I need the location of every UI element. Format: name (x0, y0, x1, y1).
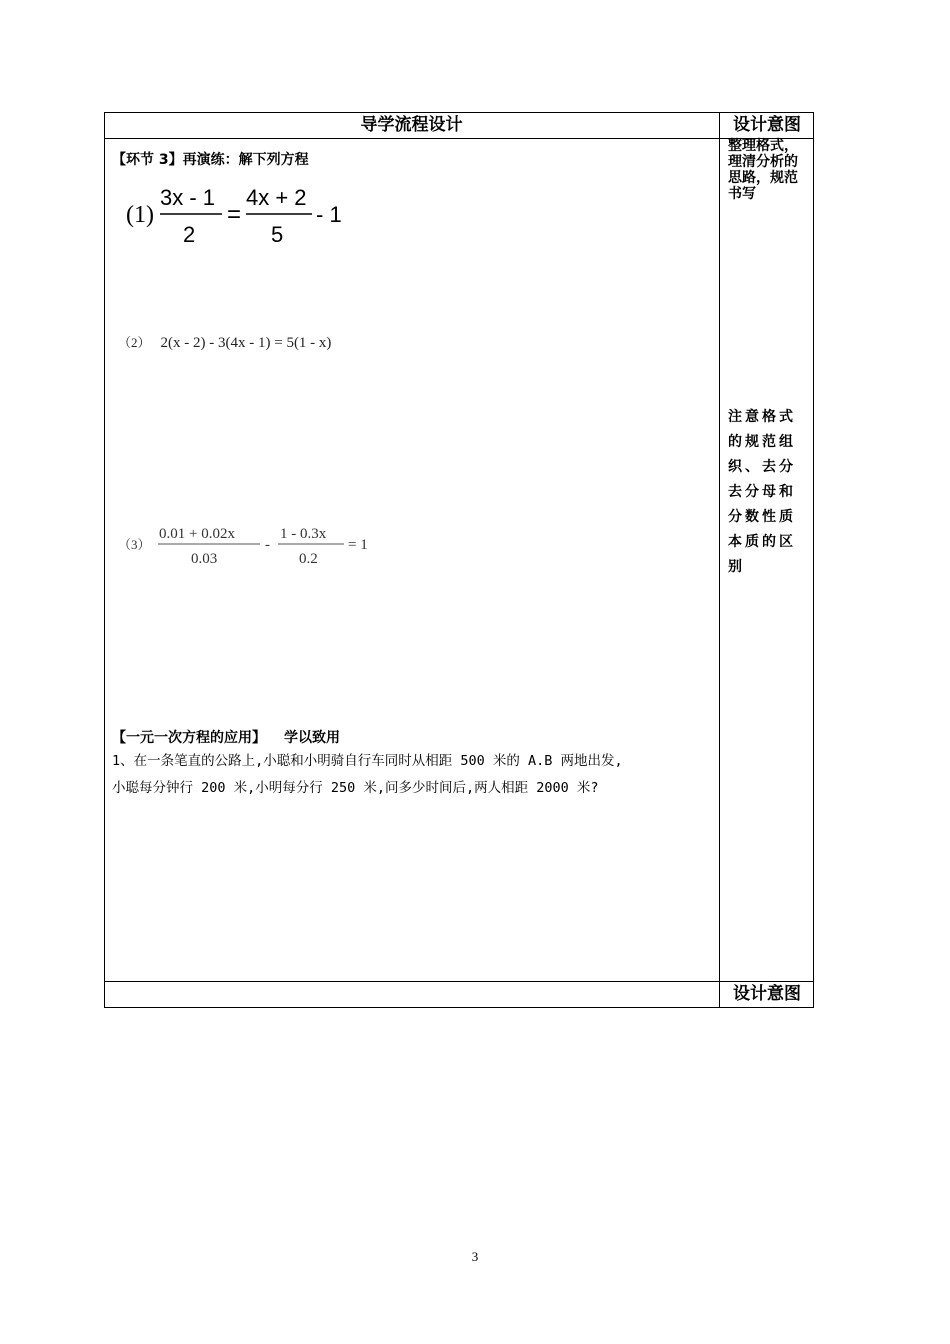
application-title-line (112, 727, 340, 747)
footer-row-divider (104, 981, 814, 982)
eq2-text: 2(x - 2) - 3(4x - 1) = 5(1 - x) (160, 335, 332, 351)
eq3-minus: - (265, 537, 270, 553)
side-note-2: 注意格式的规范组织、去分去分母和分数性质本质的区别 (728, 409, 796, 575)
eq1-tail: - 1 (316, 202, 342, 227)
side-note-1: 整理格式，理清分析的思路，规范书写 (728, 138, 798, 202)
application-problem (112, 748, 716, 802)
eq1-rhs-numerator: 4x + 2 (246, 185, 307, 210)
eq1-label: (1) (126, 202, 154, 228)
header-main: 导学流程设计 (360, 115, 463, 135)
problem-line-1: 1、在一条笔直的公路上,小聪和小明骑自行车同时从相距 500 米的 A.B 两地出发, (112, 753, 623, 769)
eq3-frac2-denominator: 0.2 (299, 551, 318, 567)
equation-1 (126, 180, 356, 250)
eq3-label: （3） (118, 537, 151, 552)
equation-2 (118, 332, 331, 352)
header-side: 设计意图 (733, 115, 801, 135)
footer-side: 设计意图 (733, 984, 801, 1004)
equation-3 (118, 522, 388, 572)
section3-title: 【环节 3】再演练：解下列方程 (112, 152, 309, 168)
eq1-equals: = (227, 201, 242, 228)
eq3-frac1-numerator: 0.01 + 0.02x (159, 526, 235, 542)
eq3-rhs: = 1 (348, 537, 368, 553)
eq3-frac1-denominator: 0.03 (191, 551, 218, 567)
eq2-label: （2） (118, 335, 151, 350)
column-divider (719, 112, 720, 1008)
eq3-frac2-numerator: 1 - 0.3x (280, 526, 327, 542)
problem-line-2: 小聪每分钟行 200 米,小明每分行 250 米,问多少时间后,两人相距 2000 米? (112, 780, 599, 796)
eq1-lhs-numerator: 3x - 1 (160, 185, 216, 210)
application-title: 【一元一次方程的应用】 (112, 730, 266, 746)
eq1-lhs-denominator: 2 (183, 222, 196, 247)
header-row-divider (104, 138, 814, 139)
page-number: 3 (471, 1249, 479, 1264)
application-subtitle: 学以致用 (284, 730, 340, 746)
eq1-rhs-denominator: 5 (271, 222, 284, 247)
